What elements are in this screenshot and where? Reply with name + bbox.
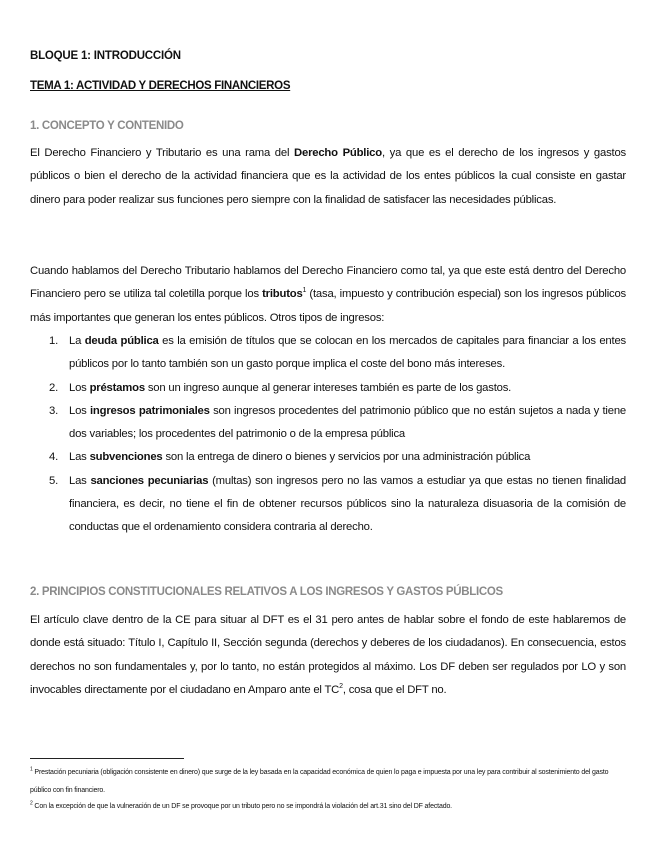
topic-title: TEMA 1: ACTIVIDAD Y DERECHOS FINANCIEROS: [30, 80, 291, 92]
footnote-text: Con la excepción de que la vulneración de un DF se provoque por un tributo pero no se impondrá la violación del art.31 sino del DF afectado.: [32, 803, 452, 810]
paragraph-text: , ya que es el derecho de los ingresos y gastos públicos o bien el derecho de la actividad financiera que es la actividad de los entes públicos la cual consiste en gastar dinero para poder realizar sus funciones pero siempre con la finalidad de satisfacer las necesidades públicas.: [30, 147, 627, 206]
bold-term: ingresos patrimoniales: [89, 404, 210, 417]
list-item: [30, 400, 626, 447]
footnote-separator: [30, 758, 184, 759]
list-item: [30, 470, 626, 540]
footnote-2: [30, 798, 626, 816]
section-1-paragraph-1: [30, 142, 626, 212]
paragraph-text: El artículo clave dentro de la CE para situar al DFT es el 31 pero antes de hablar sobre el fondo de este hablaremos de donde está situado: Título I, Capítulo II, Sección segunda (derechos y deberes de los ciudadanos). En consecuencia, estos derechos no son fundamentales y, por lo tanto, no están protegidos al máximo. Los DF deben ser regulados por LO y son invocables directamente por el ciudadano en Amparo ante el TC: [30, 614, 626, 696]
item-text: Los: [69, 381, 90, 394]
bold-term: tributos: [262, 288, 303, 301]
section-2-paragraph-1: [30, 609, 626, 702]
section-2-title: 2. PRINCIPIOS CONSTITUCIONALES RELATIVOS A LOS INGRESOS Y GASTOS PÚBLICOS: [30, 586, 503, 598]
item-text: (multas) son ingresos pero no las vamos a estudiar ya que estas no tienen finalidad financiera, es decir, no tiene el fin de obtener recursos públicos sino la naturaleza disuasoria de la comisión de conductas que el ordenamiento considera contraria al derecho.: [69, 474, 626, 534]
section-1-paragraph-2: [30, 260, 626, 330]
item-text: es la emisión de títulos que se colocan en los mercados de capitales para financiar a los entes públicos por lo tanto también son un gasto porque implica el coste del bono más intereses.: [69, 335, 626, 371]
footnote-number: 2: [30, 800, 33, 807]
item-text: son ingresos procedentes del patrimonio público que no están sujetos a nada y tiene dos variables; los procedentes del patrimonio o de la empresa pública: [69, 404, 626, 441]
item-text: La: [69, 335, 85, 347]
list-item: [30, 330, 626, 377]
item-text: son un ingreso aunque al generar intereses también es parte de los gastos.: [144, 381, 512, 394]
bold-term: deuda pública: [84, 335, 159, 347]
list-item: [30, 377, 626, 400]
item-text: Los: [69, 404, 90, 417]
paragraph-text: Cuando hablamos del Derecho Tributario hablamos del Derecho Financiero como tal, ya que este está dentro del Derecho Financiero pero se utiliza tal coletilla porque los: [30, 265, 626, 301]
item-text: Las: [69, 474, 91, 487]
bold-term: sanciones pecuniarias: [90, 474, 209, 487]
paragraph-text: El Derecho Financiero y Tributario es una rama del: [30, 147, 295, 159]
item-number: 1.: [49, 335, 59, 347]
item-text: Las: [69, 451, 90, 464]
paragraph-text: (tasa, impuesto y contribución especial) son los ingresos públicos más importantes que generan los entes públicos. Otros tipos de ingresos:: [30, 288, 626, 324]
block-title: BLOQUE 1: INTRODUCCIÓN: [30, 50, 181, 62]
bold-term: préstamos: [89, 381, 145, 394]
footnote-text: Prestación pecuniaria (obligación consistente en dinero) que surge de la ley basada en la capacidad económica de quien lo paga e impuesta por una ley para contribuir al sostenimiento del gasto público con fin financiero.: [30, 769, 609, 794]
item-text: son la entrega de dinero o bienes y servicios por una administración pública: [162, 451, 531, 464]
item-number: 4.: [49, 451, 59, 464]
bold-term: subvenciones: [89, 451, 163, 464]
bold-term: Derecho Público: [294, 147, 382, 159]
footnote-ref[interactable]: 2: [339, 683, 343, 691]
item-number: 3.: [49, 404, 59, 417]
footnote-1: [30, 764, 626, 800]
paragraph-text: , cosa que el DFT no.: [342, 683, 447, 696]
item-number: 5.: [49, 474, 59, 487]
income-types-list: [30, 330, 626, 540]
footnote-number: 1: [30, 766, 33, 773]
footnote-ref[interactable]: 1: [302, 287, 307, 295]
item-number: 2.: [49, 381, 59, 394]
section-1-title: 1. CONCEPTO Y CONTENIDO: [30, 120, 184, 132]
list-item: [30, 446, 626, 469]
